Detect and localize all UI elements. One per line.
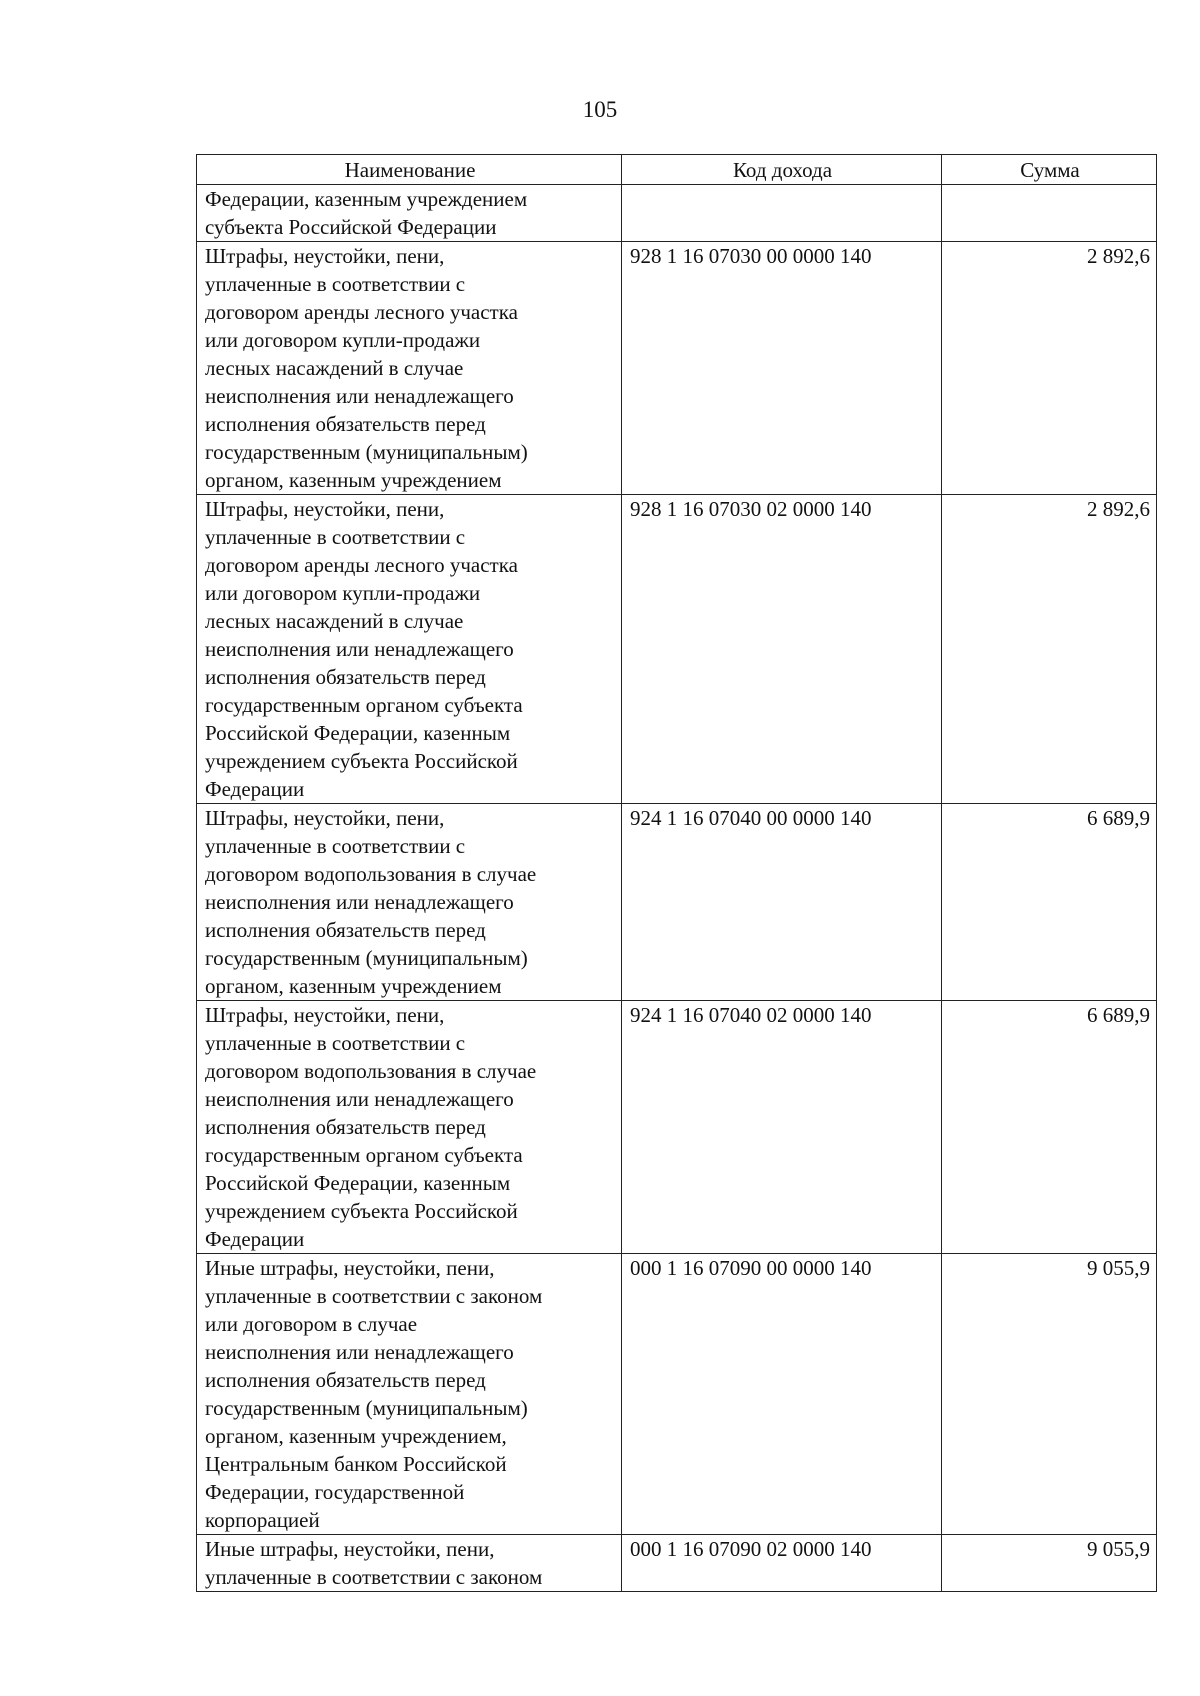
name-line: Федерации [205,1227,305,1251]
name-line: Российской Федерации, казенным [205,1171,511,1195]
name-line: исполнения обязательств перед [205,1368,486,1392]
name-line: исполнения обязательств перед [205,1115,486,1139]
name-line: Иные штрафы, неустойки, пени, [205,1537,495,1561]
name-line: Центральным банком Российской [205,1452,507,1476]
name-line: или договором купли-продажи [205,328,481,352]
name-line: государственным (муниципальным) [205,440,528,464]
name-line: неисполнения или ненадлежащего [205,637,514,661]
name-line: исполнения обязательств перед [205,412,486,436]
table-row [197,1001,1157,1254]
name-line: государственным органом субъекта [205,693,523,717]
name-line: Штрафы, неустойки, пени, [205,1003,445,1027]
table-row [197,242,1157,495]
table-row [197,804,1157,1001]
name-line: неисполнения или ненадлежащего [205,1087,514,1111]
name-cell [197,1001,622,1254]
name-line: неисполнения или ненадлежащего [205,890,514,914]
name-line: органом, казенным учреждением [205,974,502,998]
sum-cell: 9 055,9 [942,1254,1157,1535]
name-line: неисполнения или ненадлежащего [205,1340,514,1364]
name-line: или договором купли-продажи [205,581,481,605]
name-line: государственным органом субъекта [205,1143,523,1167]
revenue-table [196,154,1157,1592]
name-line: субъекта Российской Федерации [205,215,497,239]
page-number: 105 [582,97,618,122]
name-line: государственным (муниципальным) [205,946,528,970]
code-cell: 000 1 16 07090 02 0000 140 [622,1535,942,1592]
name-line: лесных насаждений в случае [205,609,464,633]
name-line: лесных насаждений в случае [205,356,464,380]
sum-cell: 6 689,9 [942,804,1157,1001]
name-line: договором водопользования в случае [205,1059,537,1083]
name-cell [197,495,622,804]
name-line: Российской Федерации, казенным [205,721,511,745]
name-line: договором аренды лесного участка [205,300,518,324]
name-cell [197,804,622,1001]
name-line: Штрафы, неустойки, пени, [205,497,445,521]
name-line: корпорацией [205,1508,320,1532]
name-line: договором водопользования в случае [205,862,537,886]
name-line: Федерации, казенным учреждением [205,187,528,211]
sum-cell [942,185,1157,242]
name-line: договором аренды лесного участка [205,553,518,577]
table-row [197,1254,1157,1535]
name-line: уплаченные в соответствии с [205,834,466,858]
code-cell: 000 1 16 07090 00 0000 140 [622,1254,942,1535]
name-line: уплаченные в соответствии с [205,272,466,296]
name-line: исполнения обязательств перед [205,918,486,942]
name-cell [197,1535,622,1592]
sum-cell: 6 689,9 [942,1001,1157,1254]
code-cell [622,185,942,242]
sum-cell: 2 892,6 [942,242,1157,495]
name-line: неисполнения или ненадлежащего [205,384,514,408]
name-line: органом, казенным учреждением [205,468,502,492]
table-body [197,185,1157,1592]
code-cell: 928 1 16 07030 00 0000 140 [622,242,942,495]
name-line: учреждением субъекта Российской [205,1199,518,1223]
name-line: Иные штрафы, неустойки, пени, [205,1256,495,1280]
name-line: государственным (муниципальным) [205,1396,528,1420]
header-name: Наименование [197,155,622,185]
name-line: уплаченные в соответствии с законом [205,1284,543,1308]
name-line: органом, казенным учреждением, [205,1424,507,1448]
sum-cell: 9 055,9 [942,1535,1157,1592]
name-cell [197,1254,622,1535]
name-line: Штрафы, неустойки, пени, [205,244,445,268]
name-line: или договором в случае [205,1312,418,1336]
name-line: уплаченные в соответствии с [205,1031,466,1055]
code-cell: 924 1 16 07040 00 0000 140 [622,804,942,1001]
name-line: уплаченные в соответствии с законом [205,1565,543,1589]
name-line: исполнения обязательств перед [205,665,486,689]
table-header [197,155,1157,185]
name-line: Федерации, государственной [205,1480,465,1504]
code-cell: 924 1 16 07040 02 0000 140 [622,1001,942,1254]
name-cell [197,242,622,495]
table-row [197,495,1157,804]
table-row [197,185,1157,242]
code-cell: 928 1 16 07030 02 0000 140 [622,495,942,804]
header-code: Код дохода [622,155,942,185]
name-cell [197,185,622,242]
table-row [197,1535,1157,1592]
name-line: уплаченные в соответствии с [205,525,466,549]
sum-cell: 2 892,6 [942,495,1157,804]
name-line: Федерации [205,777,305,801]
name-line: учреждением субъекта Российской [205,749,518,773]
header-sum: Сумма [942,155,1157,185]
name-line: Штрафы, неустойки, пени, [205,806,445,830]
table-header-row [197,155,1157,185]
